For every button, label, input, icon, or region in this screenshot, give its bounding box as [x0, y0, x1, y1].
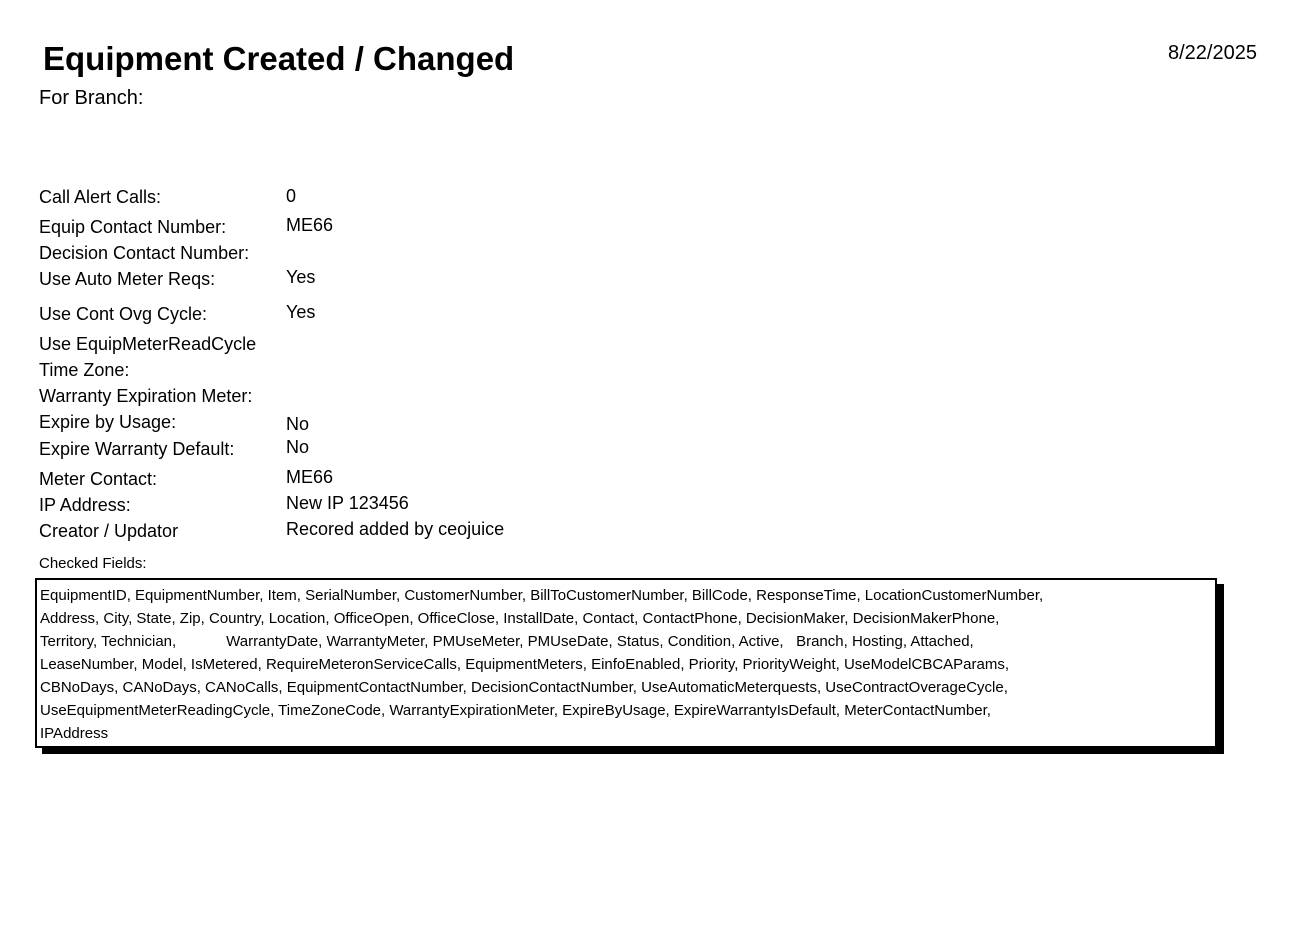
field-label-use-auto-meter-reqs: Use Auto Meter Reqs:: [39, 269, 216, 289]
field-label-expire-warranty-default: Expire Warranty Default:: [39, 439, 235, 459]
field-label-ip-address: IP Address:: [39, 495, 131, 515]
field-value-use-cont-ovg-cycle: Yes: [286, 302, 316, 322]
field-label-decision-contact-number: Decision Contact Number:: [39, 243, 250, 263]
field-label-equip-contact-number: Equip Contact Number:: [39, 217, 227, 237]
field-label-use-equip-meter-read-cycle: Use EquipMeterReadCycle: [39, 334, 257, 354]
field-label-use-cont-ovg-cycle: Use Cont Ovg Cycle:: [39, 304, 208, 324]
field-label-expire-by-usage: Expire by Usage:: [39, 412, 177, 432]
field-label-time-zone: Time Zone:: [39, 360, 130, 380]
field-value-expire-by-usage: No: [286, 414, 310, 434]
field-label-creator-updator: Creator / Updator: [39, 521, 179, 541]
field-value-expire-warranty-default: No: [286, 437, 310, 457]
field-value-ip-address: New IP 123456: [286, 493, 409, 513]
report-title: Equipment Created / Changed: [43, 40, 515, 77]
checked-fields-line: Territory, Technician, WarrantyDate, WarrantyMeter, PMUseMeter, PMUseDate, Status, Condition, Active, Branch, Hosting, Attached,: [40, 633, 974, 650]
field-value-creator-updator: Recored added by ceojuice: [286, 519, 505, 539]
checked-fields-line: EquipmentID, EquipmentNumber, Item, SerialNumber, CustomerNumber, BillToCustomerNumber, BillCode, ResponseTime, LocationCustomerNumber,: [40, 587, 1044, 604]
branch-label: For Branch:: [39, 87, 144, 109]
checked-fields-line: UseEquipmentMeterReadingCycle, TimeZoneCode, WarrantyExpirationMeter, ExpireByUsage, ExpireWarrantyIsDefault, MeterContactNumber,: [40, 702, 991, 719]
checked-fields-line: Address, City, State, Zip, Country, Location, OfficeOpen, OfficeClose, InstallDate, Contact, ContactPhone, DecisionMaker, DecisionMakerPhone,: [40, 610, 1000, 627]
report-date: 8/22/2025: [1168, 42, 1257, 64]
checked-fields-box: [35, 578, 1217, 748]
checked-fields-line: LeaseNumber, Model, IsMetered, RequireMeteronServiceCalls, EquipmentMeters, EinfoEnabled, Priority, PriorityWeight, UseModelCBCAParams,: [40, 656, 1010, 673]
checked-fields-line: IPAddress: [40, 725, 109, 742]
field-value-use-auto-meter-reqs: Yes: [286, 267, 316, 287]
field-label-meter-contact: Meter Contact:: [39, 469, 158, 489]
checked-fields-label: Checked Fields:: [39, 555, 147, 572]
field-label-call-alert-calls: Call Alert Calls:: [39, 187, 162, 207]
field-label-warranty-expiration-meter: Warranty Expiration Meter:: [39, 386, 253, 406]
checked-fields-line: CBNoDays, CANoDays, CANoCalls, EquipmentContactNumber, DecisionContactNumber, UseAutomaticMeterquests, UseContractOverageCycle,: [40, 679, 1008, 696]
field-value-equip-contact-number: ME66: [286, 215, 334, 235]
field-value-meter-contact: ME66: [286, 467, 334, 487]
field-value-call-alert-calls: 0: [286, 186, 297, 206]
